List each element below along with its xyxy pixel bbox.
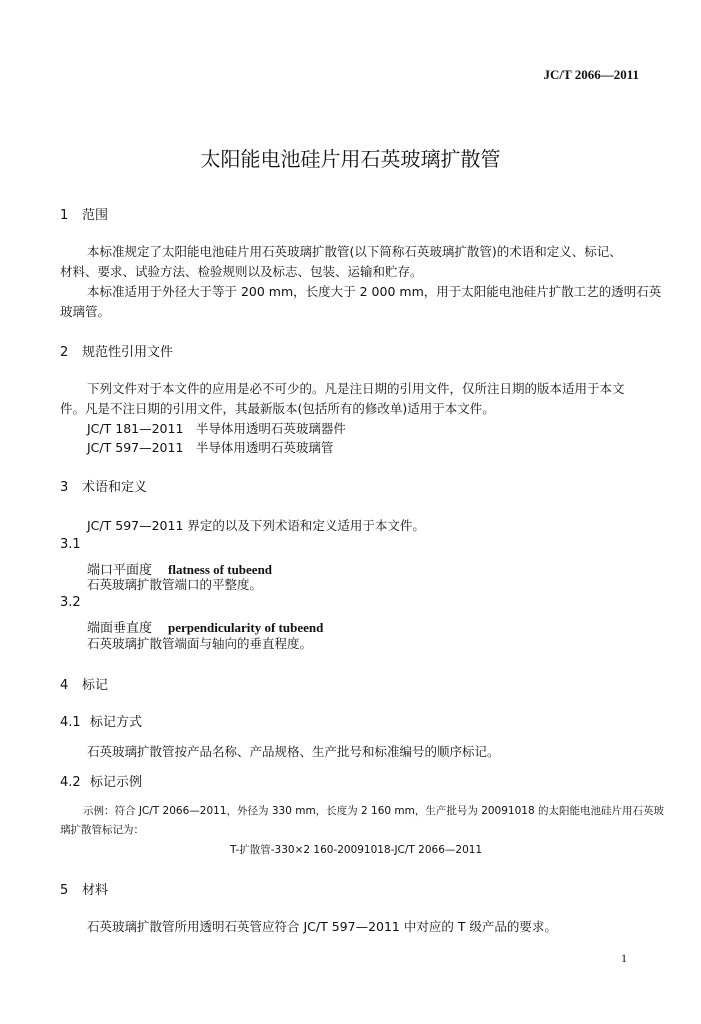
term-3-1-en: flatness of tubeend [168, 562, 273, 577]
section-5-title: 材料 [82, 883, 109, 898]
example-mark: T-扩散管-330×2 160-20091018-JC/T 2066—2011 [230, 844, 483, 856]
example-line-1: 示例：符合 JC/T 2066—2011，外径为 330 mm，长度为 2 160 mm，生产批号为 20091018 的太阳能电池硅片用石英玻 [83, 805, 664, 817]
section-1-para-1-line-2: 材料、要求、试验方法、检验规则以及标志、包装、运输和贮存。 [60, 264, 423, 279]
section-4-2-number: 4.2 [60, 775, 81, 790]
reference-2 [87, 438, 333, 456]
section-1-title: 范围 [82, 208, 109, 223]
document-title: 太阳能电池硅片用石英玻璃扩散管 [200, 147, 501, 171]
page-number: 1 [621, 951, 627, 965]
section-4-heading [60, 674, 108, 693]
term-3-2-en: perpendicularity of tubeend [168, 620, 324, 635]
section-2-para-line-2: 件。凡是不注日期的引用文件，其最新版本(包括所有的修改单)适用于本文件。 [60, 401, 495, 416]
term-3-2-definition: 石英玻璃扩散管端面与轴向的垂直程度。 [87, 636, 313, 651]
example-line-2: 璃扩散管标记为： [60, 824, 144, 836]
standard-number: JC/T 2066—2011 [543, 67, 639, 82]
section-5-heading [60, 879, 108, 898]
section-1-heading [60, 204, 108, 223]
section-2-title: 规范性引用文件 [82, 345, 174, 360]
section-4-title: 标记 [82, 678, 109, 693]
section-3-title: 术语和定义 [82, 480, 148, 495]
reference-1-title: 半导体用透明石英玻璃器件 [195, 421, 346, 436]
section-4-1-number: 4.1 [60, 715, 81, 730]
section-1-number: 1 [60, 208, 69, 223]
section-2-para-line-1: 下列文件对于本文件的应用是必不可少的。凡是注日期的引用文件，仅所注日期的版本适用于本文 [87, 381, 625, 396]
section-4-number: 4 [60, 678, 69, 693]
term-3-1-cn: 端口平面度 [87, 563, 153, 578]
section-4-2-title: 标记示例 [90, 775, 143, 790]
section-1-para-1-line-1: 本标准规定了太阳能电池硅片用石英玻璃扩散管(以下简称石英玻璃扩散管)的术语和定义、标记、 [87, 244, 622, 259]
term-3-2-number: 3.2 [60, 595, 81, 610]
section-5-number: 5 [60, 883, 69, 898]
section-3-number: 3 [60, 480, 69, 495]
section-2-heading [60, 341, 173, 360]
reference-1 [87, 419, 346, 437]
term-3-1-number: 3.1 [60, 537, 81, 552]
section-4-1-text: 石英玻璃扩散管按产品名称、产品规格、生产批号和标准编号的顺序标记。 [87, 744, 500, 759]
section-3-heading [60, 476, 147, 495]
term-3-1-definition: 石英玻璃扩散管端口的平整度。 [87, 577, 263, 592]
section-3-intro: JC/T 597—2011 界定的以及下列术语和定义适用于本文件。 [87, 518, 425, 533]
reference-2-title: 半导体用透明石英玻璃管 [195, 440, 334, 455]
section-2-number: 2 [60, 345, 69, 360]
section-4-1-title: 标记方式 [90, 715, 143, 730]
section-4-1-heading [60, 711, 142, 730]
section-5-text: 石英玻璃扩散管所用透明石英管应符合 JC/T 597—2011 中对应的 T 级产品的要求。 [87, 919, 557, 934]
reference-2-code: JC/T 597—2011 [87, 440, 184, 455]
section-4-2-heading [60, 771, 142, 790]
section-1-para-2-line-2: 玻璃管。 [60, 304, 111, 319]
reference-1-code: JC/T 181—2011 [87, 421, 184, 436]
term-3-2-cn: 端面垂直度 [87, 621, 153, 636]
section-1-para-2-line-1: 本标准适用于外径大于等于 200 mm，长度大于 2 000 mm，用于太阳能电池硅片扩散工艺的透明石英 [87, 284, 662, 299]
